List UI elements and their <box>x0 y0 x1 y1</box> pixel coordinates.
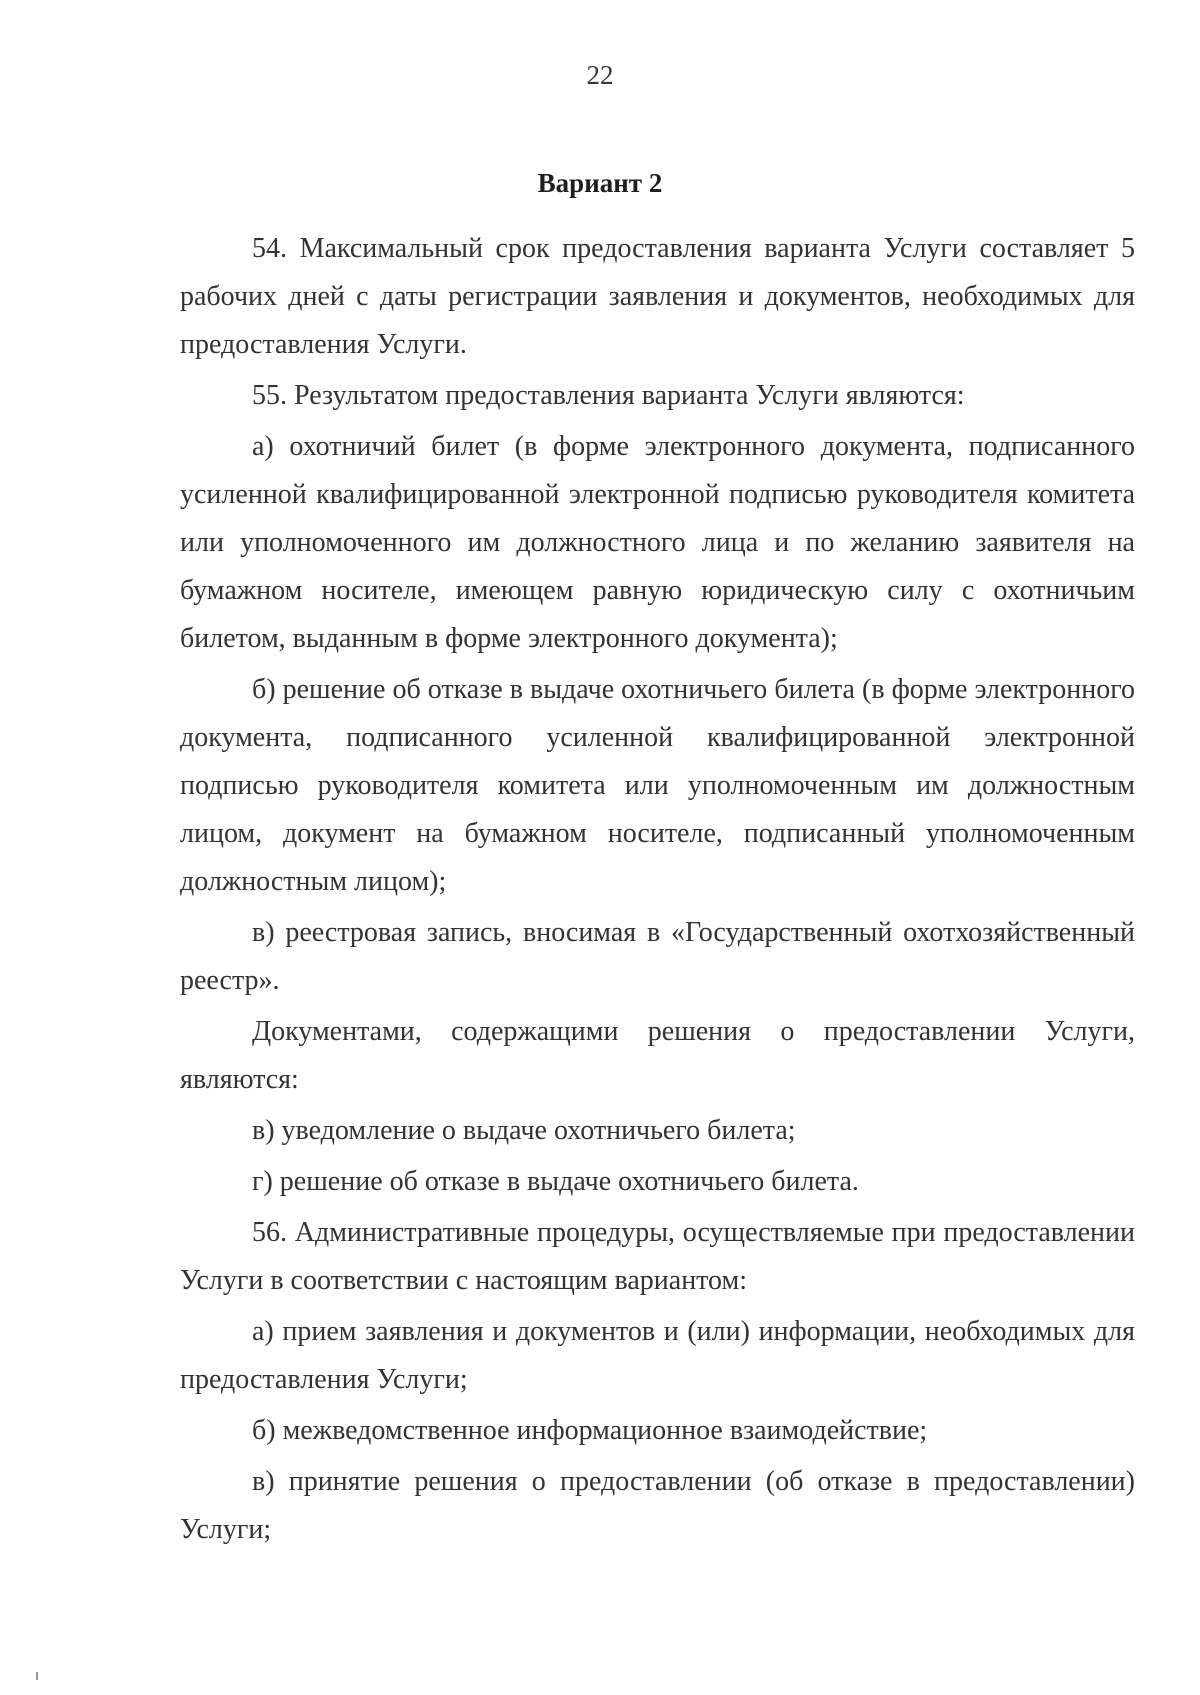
paragraph-documents: Документами, содержащими решения о предоставлении Услуги, являются: <box>180 1016 1135 1095</box>
list-item-b: б) решение об отказе в выдаче охотничьего билета (в форме электронного документа, подписанного усиленной квалифицированной электронной подписью руководителя комитета или уполномоченным им должностным лицом, документ на бумажном носителе, подписанный уполномоченным должностным лицом); <box>180 674 1135 897</box>
procedure-b: б) межведомственное информационное взаимодействие; <box>252 1415 928 1446</box>
paragraph-55: 55. Результатом предоставления варианта Услуги являются: <box>252 380 965 411</box>
page-number: 22 <box>586 60 614 90</box>
list-item-g: г) решение об отказе в выдаче охотничьего билета. <box>252 1166 859 1197</box>
paragraph-56: 56. Административные процедуры, осуществляемые при предоставлении Услуги в соответствии с настоящим вариантом: <box>180 1217 1135 1296</box>
list-item-v-notice: в) уведомление о выдаче охотничьего билета; <box>252 1115 796 1146</box>
procedure-a: а) прием заявления и документов и (или) информации, необходимых для предоставления Услуги; <box>180 1316 1135 1395</box>
paragraph-54: 54. Максимальный срок предоставления варианта Услуги составляет 5 рабочих дней с даты регистрации заявления и документов, необходимых для предоставления Услуги. <box>180 233 1135 360</box>
list-item-v: в) реестровая запись, вносимая в «Государственный охотхозяйственный реестр». <box>180 917 1135 996</box>
scan-artifact <box>36 1672 38 1680</box>
document-body <box>180 225 1135 1554</box>
procedure-v: в) принятие решения о предоставлении (об отказе в предоставлении) Услуги; <box>180 1466 1135 1545</box>
section-title: Вариант 2 <box>537 168 663 198</box>
list-item-a: а) охотничий билет (в форме электронного документа, подписанного усиленной квалифицированной электронной подписью руководителя комитета или уполномоченного им должностного лица и по желанию заявителя на бумажном носителе, имеющем равную юридическую силу с охотничьим билетом, выданным в форме электронного документа); <box>180 431 1135 654</box>
